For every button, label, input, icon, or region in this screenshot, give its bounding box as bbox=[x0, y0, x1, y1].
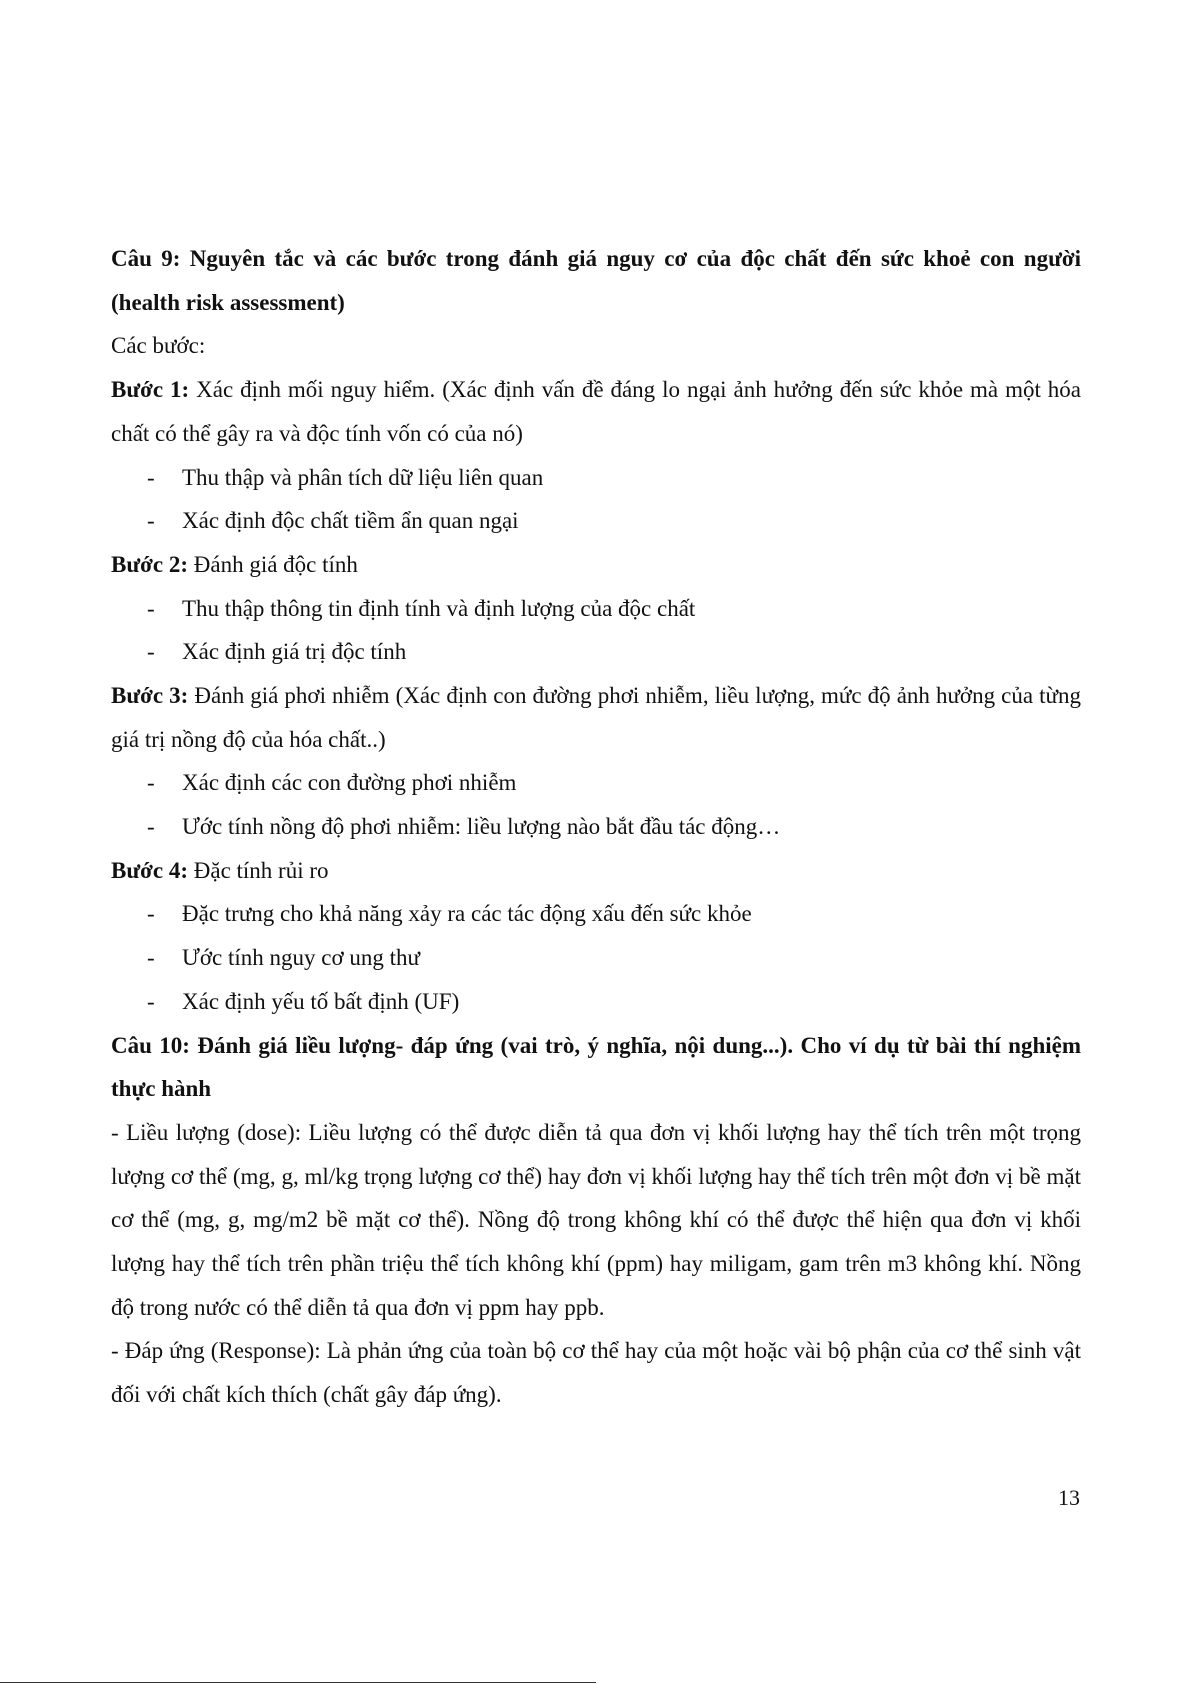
list-item bbox=[111, 587, 1081, 631]
footer-divider bbox=[0, 1682, 596, 1683]
question-10-heading: Câu 10: Đánh giá liều lượng- đáp ứng (vai trò, ý nghĩa, nội dung...). Cho ví dụ từ bài thí nghiệm thực hành bbox=[111, 1032, 1081, 1102]
step-4-label: Bước 4: bbox=[111, 857, 188, 883]
step-3-label: Bước 3: bbox=[111, 682, 189, 708]
bullet-dash: - bbox=[147, 595, 155, 621]
step-3-paragraph bbox=[111, 674, 1081, 761]
list-item-text: Xác định độc chất tiềm ẩn quan ngại bbox=[182, 508, 519, 534]
step-1-text: Xác định mối nguy hiểm. (Xác định vấn đề đáng lo ngại ảnh hưởng đến sức khỏe mà một hóa chất có thể gây ra và độc tính vốn có của nó) bbox=[111, 377, 1082, 446]
list-item bbox=[111, 936, 1081, 980]
bullet-dash: - bbox=[147, 639, 155, 665]
list-item bbox=[111, 805, 1081, 849]
question-9-heading: Câu 9: Nguyên tắc và các bước trong đánh giá nguy cơ của độc chất đến sức khoẻ con người (health risk assessment) bbox=[111, 246, 1081, 315]
dose-paragraph: - Liều lượng (dose): Liều lượng có thể được diễn tả qua đơn vị khối lượng hay thể tích trên một trọng lượng cơ thể (mg, g, ml/kg trọng lượng cơ thể) hay đơn vị khối lượng hay thể tích trên một đơn vị bề mặt cơ thể (mg, g, mg/m2 bề mặt cơ thể). Nồng độ trong không khí có thể được thể hiện qua đơn vị khối lượng hay thể tích trên phần triệu thể tích không khí (ppm) hay miligam, gam trên m3 không khí. Nồng độ trong nước có thể diễn tả qua đơn vị ppm hay ppb. bbox=[111, 1119, 1081, 1320]
bullet-dash: - bbox=[147, 770, 155, 796]
page-body bbox=[111, 237, 1081, 1417]
bullet-dash: - bbox=[147, 901, 155, 927]
step-3-text: Đánh giá phơi nhiễm (Xác định con đường phơi nhiễm, liều lượng, mức độ ảnh hưởng của từng giá trị nồng độ của hóa chất..) bbox=[111, 682, 1081, 752]
list-item bbox=[111, 980, 1081, 1024]
step-1-label: Bước 1: bbox=[111, 377, 190, 403]
step-2-text: Đánh giá độc tính bbox=[188, 551, 358, 577]
list-item bbox=[111, 761, 1081, 805]
list-item-text: Thu thập và phân tích dữ liệu liên quan bbox=[182, 464, 544, 490]
bullet-dash: - bbox=[147, 988, 155, 1014]
bullet-dash: - bbox=[147, 814, 155, 840]
list-item-text: Ước tính nồng độ phơi nhiễm: liều lượng nào bắt đầu tác động… bbox=[182, 814, 781, 840]
list-item bbox=[111, 630, 1081, 674]
list-item bbox=[111, 456, 1081, 500]
step-1-paragraph bbox=[111, 368, 1081, 455]
step-4-paragraph bbox=[111, 849, 1081, 893]
list-item-text: Xác định giá trị độc tính bbox=[182, 639, 407, 665]
steps-intro: Các bước: bbox=[111, 333, 206, 359]
list-item-text: Xác định yếu tố bất định (UF) bbox=[182, 988, 460, 1014]
page-number: 13 bbox=[1058, 1485, 1080, 1510]
list-item-text: Xác định các con đường phơi nhiễm bbox=[182, 770, 517, 796]
response-paragraph: - Đáp ứng (Response): Là phản ứng của toàn bộ cơ thể hay của một hoặc vài bộ phận của cơ thể sinh vật đối với chất kích thích (chất gây đáp ứng). bbox=[111, 1338, 1081, 1408]
step-2-paragraph bbox=[111, 543, 1081, 587]
list-item bbox=[111, 499, 1081, 543]
list-item-text: Ước tính nguy cơ ung thư bbox=[182, 945, 420, 971]
bullet-dash: - bbox=[147, 508, 155, 534]
bullet-dash: - bbox=[147, 464, 155, 490]
list-item bbox=[111, 892, 1081, 936]
list-item-text: Đặc trưng cho khả năng xảy ra các tác động xấu đến sức khỏe bbox=[182, 901, 752, 927]
list-item-text: Thu thập thông tin định tính và định lượng của độc chất bbox=[182, 595, 696, 621]
step-2-label: Bước 2: bbox=[111, 551, 188, 577]
bullet-dash: - bbox=[147, 945, 155, 971]
step-4-text: Đặc tính rủi ro bbox=[188, 857, 329, 883]
